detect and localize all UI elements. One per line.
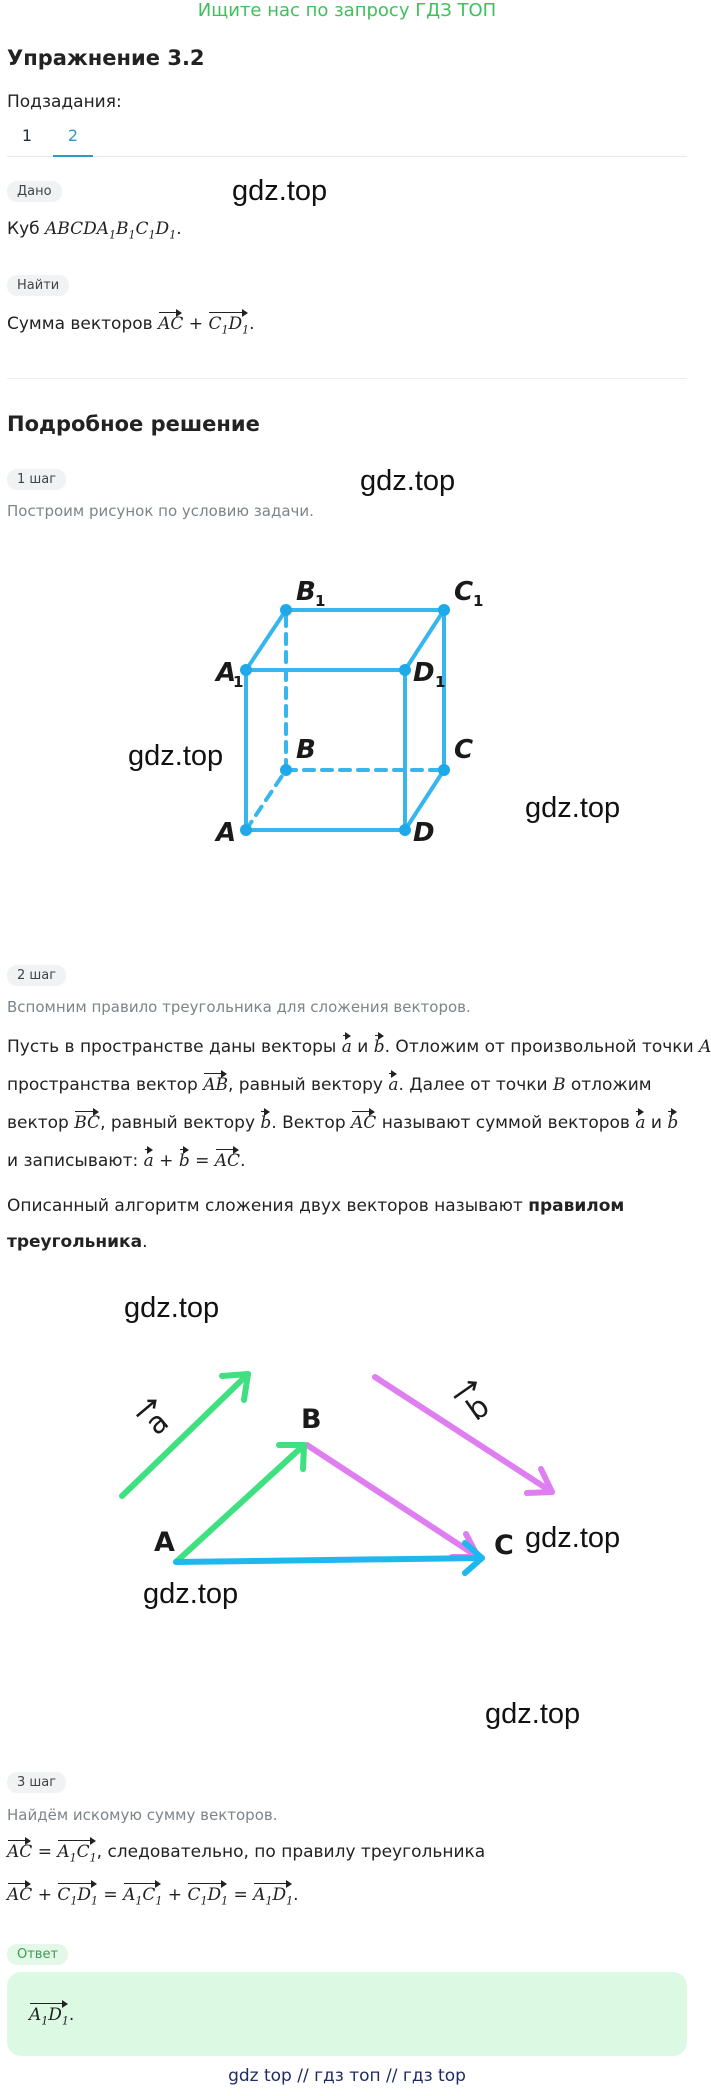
subtasks-label: Подзадания:	[7, 92, 122, 112]
cube-label-A: A	[216, 818, 237, 848]
cube-label-B1: B	[296, 577, 316, 607]
cube-label-A1: A	[216, 658, 237, 688]
answer-badge: Ответ	[7, 1944, 68, 1965]
cube-label-D1: D	[413, 658, 435, 688]
watermark: gdz.top	[232, 175, 328, 207]
triangle-label-B: B	[301, 1404, 322, 1435]
step-3-line-2: AC + $C_1D_1 = A_1C_1 + C_1D_1 = A_1D_1$.	[7, 1878, 298, 1907]
subtask-tabs	[7, 122, 687, 157]
triangle-label-A: A	[154, 1527, 175, 1558]
step-2-line-2: пространства вектор AB, равный вектору a. Далее от точки B отложим	[7, 1068, 652, 1095]
find-text: Сумма векторов AC + $C_1D_1$.	[7, 307, 255, 336]
step-2-line-6: треугольника.	[7, 1232, 148, 1252]
step-3-badge: 3 шаг	[7, 1772, 66, 1793]
triangle-label-C: C	[494, 1530, 514, 1561]
cube-sub-C1: 1	[473, 592, 484, 610]
step-2-caption: Вспомним правило треугольника для сложения векторов.	[7, 998, 471, 1016]
step-2-badge: 2 шаг	[7, 965, 66, 986]
step-1-caption: Построим рисунок по условию задачи.	[7, 502, 314, 520]
page-title: Упражнение 3.2	[7, 46, 205, 70]
cube-sub-A1: 1	[233, 673, 244, 691]
given-text: Куб $ABCDA_1B_1C_1D_1$.	[7, 219, 182, 242]
footer-links[interactable]: gdz top // гдз топ // гдз top	[228, 2066, 466, 2086]
watermark: gdz.top	[485, 1698, 581, 1730]
step-2-line-3: вектор BC, равный вектору b. Вектор AC называют суммой векторов a и b	[7, 1106, 678, 1133]
tab-2[interactable]: 2	[53, 126, 93, 157]
cube-sub-B1: 1	[315, 592, 326, 610]
tab-1[interactable]: 1	[21, 126, 33, 145]
vector-a-label: a	[138, 1403, 176, 1443]
cube-label-C: C	[454, 735, 474, 765]
step-1-badge: 1 шаг	[7, 469, 66, 490]
solution-title: Подробное решение	[7, 412, 260, 436]
step-3-line-1: AC = $A_1C_1$, следовательно, по правилу треугольника	[7, 1835, 485, 1864]
watermark: gdz.top	[525, 792, 621, 824]
given-badge: Дано	[7, 181, 62, 202]
cube-sub-D1: 1	[435, 673, 446, 691]
cube-label-C1: C	[454, 577, 474, 607]
watermark: gdz.top	[124, 1292, 220, 1324]
cube-label-D: D	[413, 818, 435, 848]
find-badge: Найти	[7, 275, 69, 296]
divider	[7, 378, 687, 379]
search-banner[interactable]: Ищите нас по запросу ГДЗ ТОП	[197, 0, 497, 21]
watermark: gdz.top	[143, 1578, 239, 1610]
step-2-line-1: Пусть в пространстве даны векторы a и b. Отложим от произвольной точки A	[7, 1030, 711, 1057]
triangle-rule-figure	[0, 1350, 694, 1620]
step-3-caption: Найдём искомую сумму векторов.	[7, 1806, 278, 1824]
watermark: gdz.top	[525, 1522, 621, 1554]
vector-b-label: b	[460, 1388, 496, 1429]
watermark: gdz.top	[360, 465, 456, 497]
step-2-line-4: и записывают: a + b = AC.	[7, 1144, 245, 1171]
step-2-line-5: Описанный алгоритм сложения двух векторов называют правилом	[7, 1196, 625, 1216]
answer-text: $A_1D_1$.	[29, 1998, 74, 2027]
answer-box	[7, 1972, 687, 2056]
cube-label-B: B	[296, 735, 316, 765]
watermark: gdz.top	[128, 740, 224, 772]
